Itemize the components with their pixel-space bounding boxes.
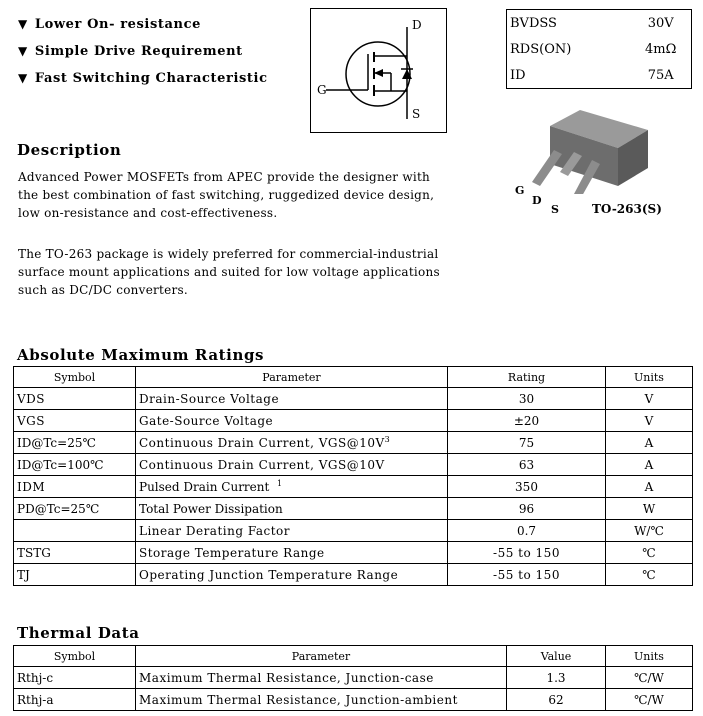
description-line: Advanced Power MOSFETs from APEC provide the designer with xyxy=(18,170,431,184)
description-line: such as DC/DC converters. xyxy=(18,283,188,297)
thermal-table xyxy=(13,645,693,711)
table-row xyxy=(14,388,693,410)
feature-item xyxy=(18,17,201,32)
column-header: Units xyxy=(606,646,693,667)
feature-text: Fast Switching Characteristic xyxy=(34,71,268,86)
parameter-text: Continuous Drain Current, VGS@10V xyxy=(139,436,385,450)
ratings-heading: Absolute Maximum Ratings xyxy=(17,346,265,364)
parameter-cell: Maximum Thermal Resistance, Junction-case xyxy=(136,667,507,689)
symbol-cell: Rthj-c xyxy=(14,667,136,689)
summary-value: 30V xyxy=(647,15,674,31)
value-cell: 1.3 xyxy=(507,667,606,689)
symbol-cell: VDS xyxy=(14,388,136,410)
package-pin-g: G xyxy=(515,184,525,197)
gate-label: G xyxy=(317,83,327,97)
value-cell: 62 xyxy=(507,689,606,711)
description-paragraph xyxy=(18,168,434,222)
package-pin-s: S xyxy=(551,203,559,216)
symbol-cell: VGS xyxy=(14,410,136,432)
table-row xyxy=(14,432,693,454)
rating-cell: -55 to 150 xyxy=(448,564,606,586)
units-cell: A xyxy=(606,454,693,476)
feature-text: Lower On- resistance xyxy=(34,17,201,32)
ratings-table xyxy=(13,366,693,586)
parameter-cell: Drain-Source Voltage xyxy=(136,388,448,410)
triangle-bullet-icon: ▼ xyxy=(18,44,28,58)
footnote-ref: 3 xyxy=(384,435,391,444)
mosfet-symbol-icon xyxy=(311,9,446,132)
description-line: the best combination of fast switching, ruggedized device design, xyxy=(18,188,435,202)
parameter-cell: Storage Temperature Range xyxy=(136,542,448,564)
thermal-heading: Thermal Data xyxy=(17,624,140,642)
symbol-cell: ID@Tc=100℃ xyxy=(14,454,136,476)
table-row xyxy=(14,410,693,432)
summary-spec-table xyxy=(506,9,692,89)
feature-item xyxy=(18,44,243,59)
parameter-cell xyxy=(136,432,448,454)
units-cell: ℃ xyxy=(606,542,693,564)
footnote-ref: 1 xyxy=(276,479,283,488)
mosfet-symbol-box xyxy=(310,8,447,133)
units-cell: W/℃ xyxy=(606,520,693,542)
parameter-cell xyxy=(136,476,448,498)
table-row xyxy=(14,476,693,498)
parameter-cell: Operating Junction Temperature Range xyxy=(136,564,448,586)
summary-param: RDS(ON) xyxy=(510,41,572,57)
parameter-cell: Gate-Source Voltage xyxy=(136,410,448,432)
units-cell: A xyxy=(606,432,693,454)
description-line: The TO-263 package is widely preferred for commercial-industrial xyxy=(18,247,439,261)
units-cell: ℃ xyxy=(606,564,693,586)
units-cell: ℃/W xyxy=(606,689,693,711)
description-line: low on-resistance and cost-effectiveness. xyxy=(18,206,278,220)
table-row xyxy=(14,564,693,586)
column-header: Units xyxy=(606,367,693,388)
table-row xyxy=(14,454,693,476)
symbol-cell: PD@Tc=25℃ xyxy=(14,498,136,520)
table-row xyxy=(14,542,693,564)
rating-cell: 30 xyxy=(448,388,606,410)
symbol-cell: TSTG xyxy=(14,542,136,564)
package-pin-d: D xyxy=(532,194,542,207)
feature-text: Simple Drive Requirement xyxy=(34,44,243,59)
summary-param: BVDSS xyxy=(510,15,557,31)
table-row xyxy=(14,689,693,711)
rating-cell: 63 xyxy=(448,454,606,476)
rating-cell: ±20 xyxy=(448,410,606,432)
summary-row xyxy=(507,10,692,37)
column-header: Parameter xyxy=(136,646,507,667)
parameter-text: Pulsed Drain Current xyxy=(139,480,270,494)
rating-cell: 350 xyxy=(448,476,606,498)
units-cell: A xyxy=(606,476,693,498)
units-cell: W xyxy=(606,498,693,520)
symbol-cell: ID@Tc=25℃ xyxy=(14,432,136,454)
table-row xyxy=(14,667,693,689)
column-header: Symbol xyxy=(14,367,136,388)
summary-row xyxy=(507,36,692,62)
units-cell: V xyxy=(606,388,693,410)
description-line: surface mount applications and suited for low voltage applications xyxy=(18,265,440,279)
symbol-cell: TJ xyxy=(14,564,136,586)
rating-cell: 0.7 xyxy=(448,520,606,542)
source-label: S xyxy=(412,107,421,121)
summary-row xyxy=(507,62,692,89)
table-row xyxy=(14,520,693,542)
symbol-cell xyxy=(14,520,136,542)
triangle-bullet-icon: ▼ xyxy=(18,17,28,31)
column-header: Value xyxy=(507,646,606,667)
rating-cell: -55 to 150 xyxy=(448,542,606,564)
summary-value: 75A xyxy=(647,67,674,83)
parameter-cell: Linear Derating Factor xyxy=(136,520,448,542)
rating-cell: 75 xyxy=(448,432,606,454)
summary-value: 4mΩ xyxy=(645,41,677,57)
table-row xyxy=(14,498,693,520)
column-header: Rating xyxy=(448,367,606,388)
triangle-bullet-icon: ▼ xyxy=(18,71,28,85)
package-name: TO-263(S) xyxy=(592,202,662,216)
to263-package-icon xyxy=(520,108,660,194)
rating-cell: 96 xyxy=(448,498,606,520)
parameter-cell: Maximum Thermal Resistance, Junction-ambient xyxy=(136,689,507,711)
description-paragraph xyxy=(18,245,440,299)
description-heading: Description xyxy=(17,141,122,159)
units-cell: V xyxy=(606,410,693,432)
column-header: Symbol xyxy=(14,646,136,667)
symbol-cell: Rthj-a xyxy=(14,689,136,711)
table-header-row xyxy=(14,367,693,388)
table-header-row xyxy=(14,646,693,667)
column-header: Parameter xyxy=(136,367,448,388)
symbol-cell: IDM xyxy=(14,476,136,498)
parameter-cell: Total Power Dissipation xyxy=(136,498,448,520)
drain-label: D xyxy=(412,18,422,32)
feature-item xyxy=(18,71,268,86)
summary-param: ID xyxy=(510,67,526,83)
units-cell: ℃/W xyxy=(606,667,693,689)
parameter-cell: Continuous Drain Current, VGS@10V xyxy=(136,454,448,476)
